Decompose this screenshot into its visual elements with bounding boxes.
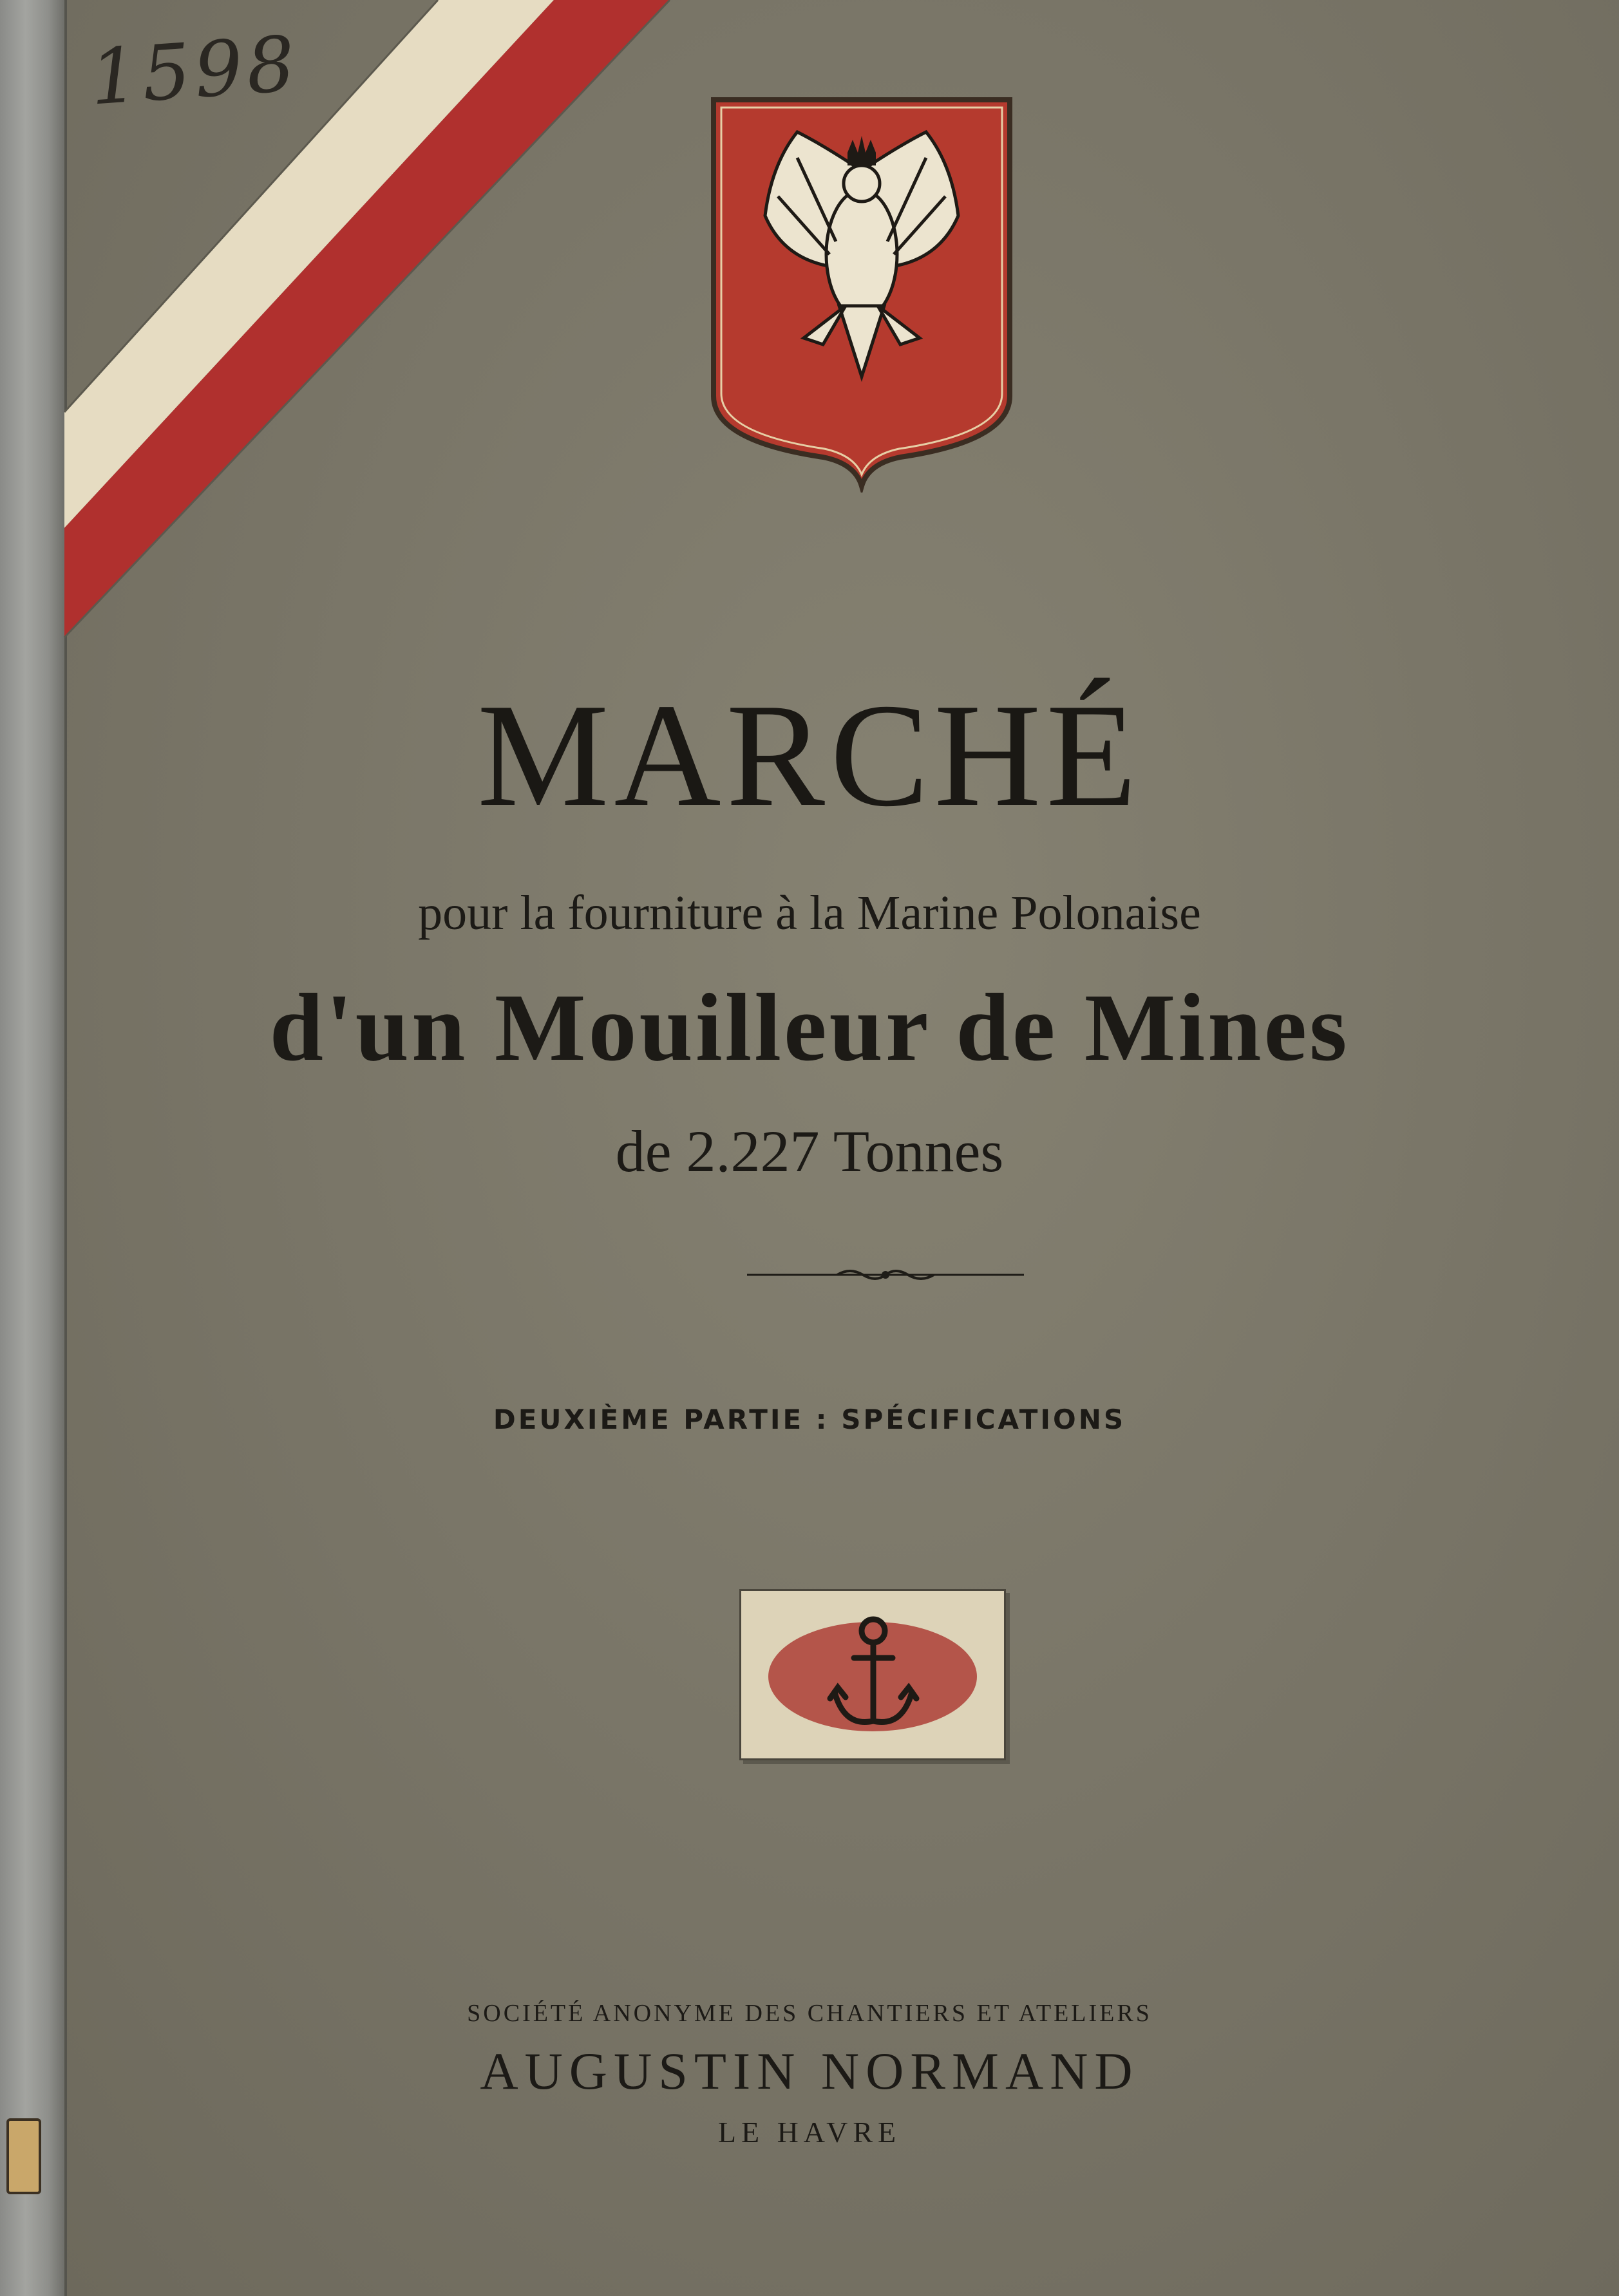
document-product: d'un Mouilleur de Mines <box>269 974 1350 1081</box>
anchor-flag-icon <box>739 1589 1006 1760</box>
handwritten-number: 1598 <box>87 19 302 122</box>
divider-ornament <box>747 1262 1024 1288</box>
white-eagle-crest-icon <box>707 93 1016 493</box>
publisher-company: SOCIÉTÉ ANONYME DES CHANTIERS ET ATELIERS <box>467 2000 1152 2027</box>
document-subtitle: pour la fourniture à la Marine Polonaise <box>418 886 1201 940</box>
document-tonnage: de 2.227 Tonnes <box>615 1118 1004 1184</box>
part-heading: DEUXIÈME PARTIE : SPÉCIFICATIONS <box>493 1404 1126 1435</box>
anchor-icon <box>825 1612 922 1740</box>
document-title: MARCHÉ <box>477 673 1142 837</box>
publisher-name: AUGUSTIN NORMAND <box>480 2042 1139 2100</box>
publisher-city: LE HAVRE <box>717 2116 902 2149</box>
